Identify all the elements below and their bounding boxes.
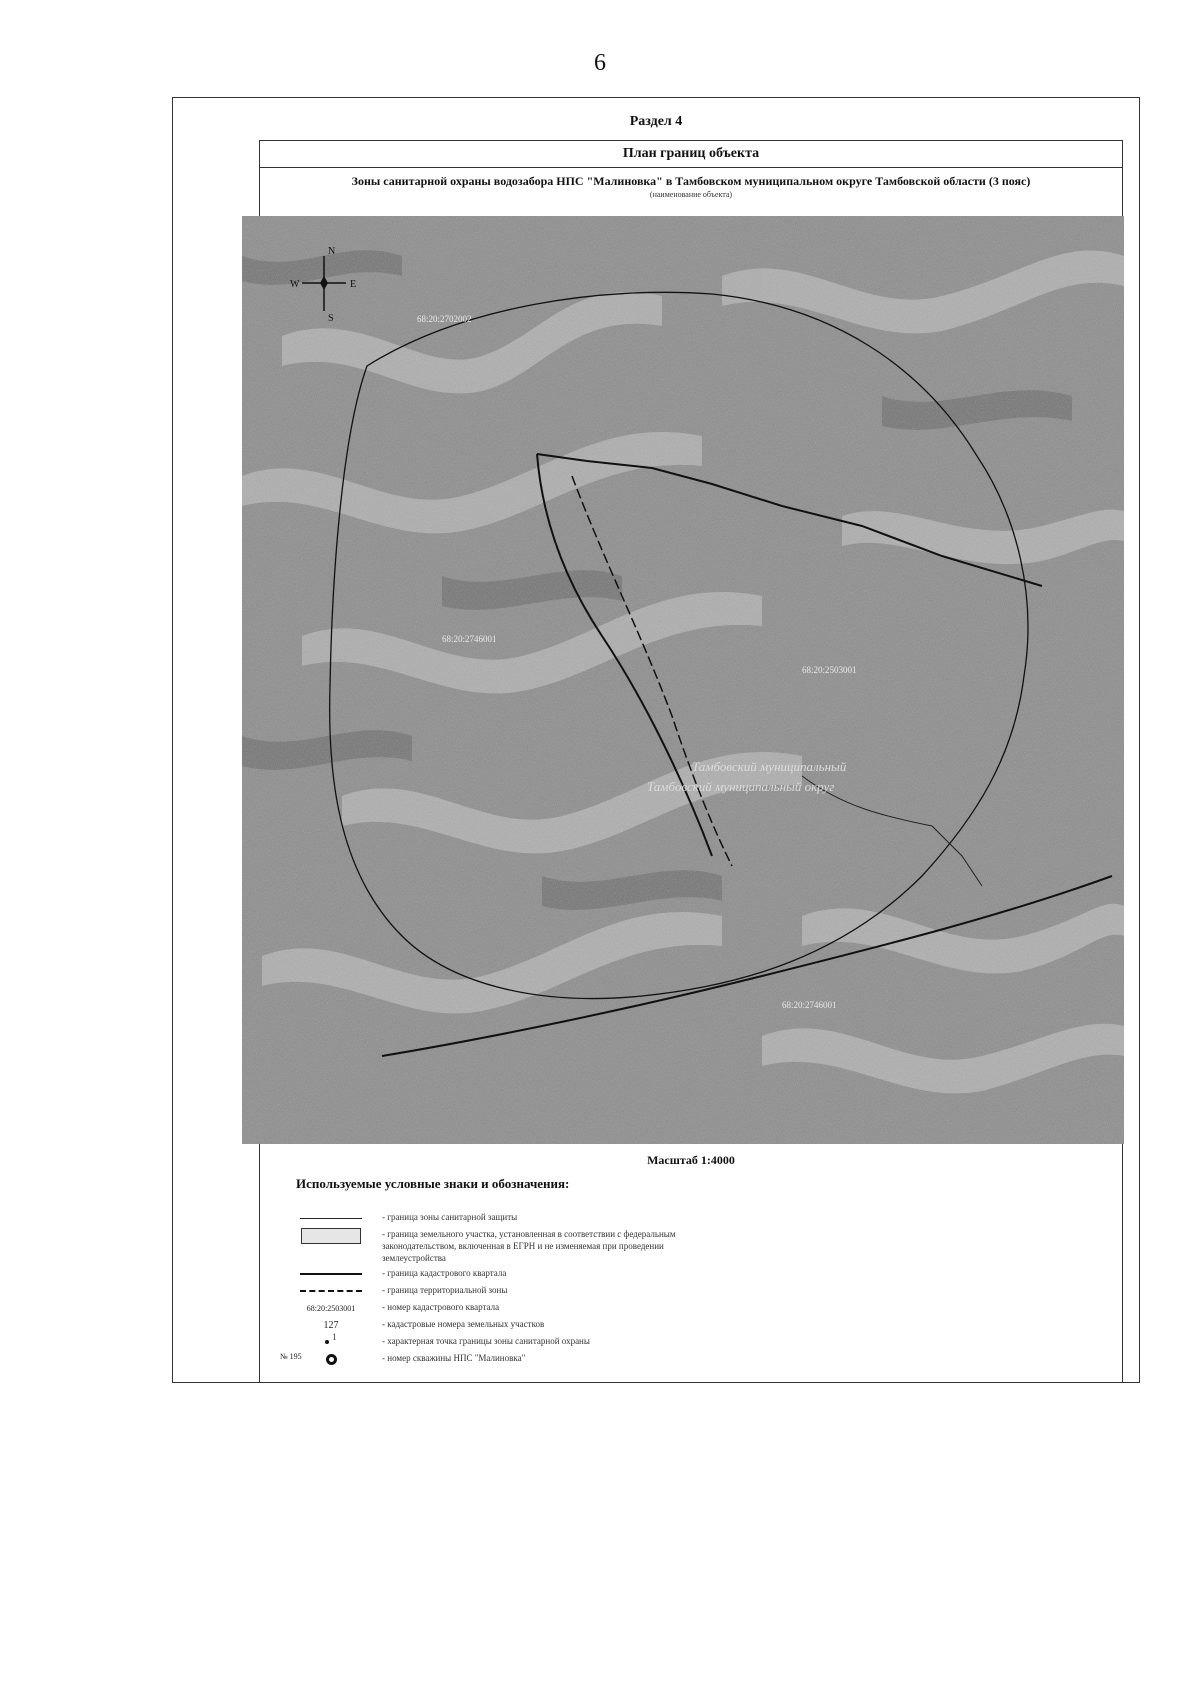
outer-frame	[172, 97, 1140, 1383]
legend-text: - граница территориальной зоны	[382, 1285, 508, 1295]
point-icon	[325, 1340, 329, 1344]
quarter-label: 68:20:2702002	[417, 314, 472, 324]
plan-title: План границ объекта	[260, 141, 1122, 168]
quarter-label: 68:20:2503001	[802, 665, 857, 675]
legend-item	[280, 1228, 1120, 1264]
legend-item	[280, 1332, 1120, 1349]
legend-point-number: 1	[332, 1332, 337, 1342]
legend-text: - номер кадастрового квартала	[382, 1302, 500, 1312]
legend-symbol-thin-line	[300, 1218, 362, 1219]
legend-item	[280, 1211, 1120, 1225]
legend	[280, 1211, 1120, 1369]
district-label: Тамбовский муниципальный	[692, 759, 847, 774]
legend-title: Используемые условные знаки и обозначения:	[296, 1176, 570, 1191]
well-icon	[326, 1354, 337, 1365]
compass-w: W	[290, 279, 300, 290]
map-noise	[242, 216, 1124, 1144]
legend-text: - граница земельного участка, установленная в соответствии с федеральным законодательством, включенная в ЕГРН и не изменяемая при проведении землеустройства	[382, 1229, 676, 1263]
legend-symbol-dashed-line	[300, 1290, 362, 1292]
plan-frame	[259, 140, 1123, 1383]
section-title: Раздел 4	[629, 114, 683, 129]
compass-e: E	[350, 279, 357, 290]
legend-item	[280, 1301, 1120, 1315]
legend-text: - номер скважины НПС "Малиновка"	[382, 1353, 526, 1363]
map-image	[242, 216, 1124, 1144]
district-label: Тамбовский муниципальный округ	[647, 779, 835, 794]
legend-item	[280, 1267, 1120, 1281]
legend-item	[280, 1352, 1120, 1366]
map-area	[242, 216, 1124, 1144]
legend-text: - характерная точка границы зоны санитарной охраны	[382, 1336, 590, 1346]
legend-symbol-thick-line	[300, 1273, 362, 1275]
legend-item	[280, 1284, 1120, 1298]
legend-quarter-code: 68:20:2503001	[306, 1303, 356, 1313]
compass-n: N	[328, 246, 336, 257]
compass-s: S	[328, 313, 334, 324]
scale-label: Масштаб 1:4000	[647, 1153, 735, 1167]
object-subtitle: (наименование объекта)	[649, 190, 733, 199]
legend-text: - граница кадастрового квартала	[382, 1268, 507, 1278]
quarter-label: 68:20:2746001	[442, 634, 497, 644]
legend-well-number: № 195	[280, 1352, 302, 1361]
legend-text: - граница зоны санитарной защиты	[382, 1212, 518, 1222]
legend-plot-number: 127	[323, 1319, 339, 1331]
legend-item	[280, 1318, 1120, 1332]
legend-symbol-land-plot-box	[301, 1228, 361, 1244]
quarter-label: 68:20:2746001	[782, 1000, 837, 1010]
legend-text: - кадастровые номера земельных участков	[382, 1319, 545, 1329]
object-title: Зоны санитарной охраны водозабора НПС "Малиновка" в Тамбовском муниципальном округе Тамбовской области (3 пояс)	[351, 174, 1031, 188]
page-number: 6	[594, 50, 606, 76]
